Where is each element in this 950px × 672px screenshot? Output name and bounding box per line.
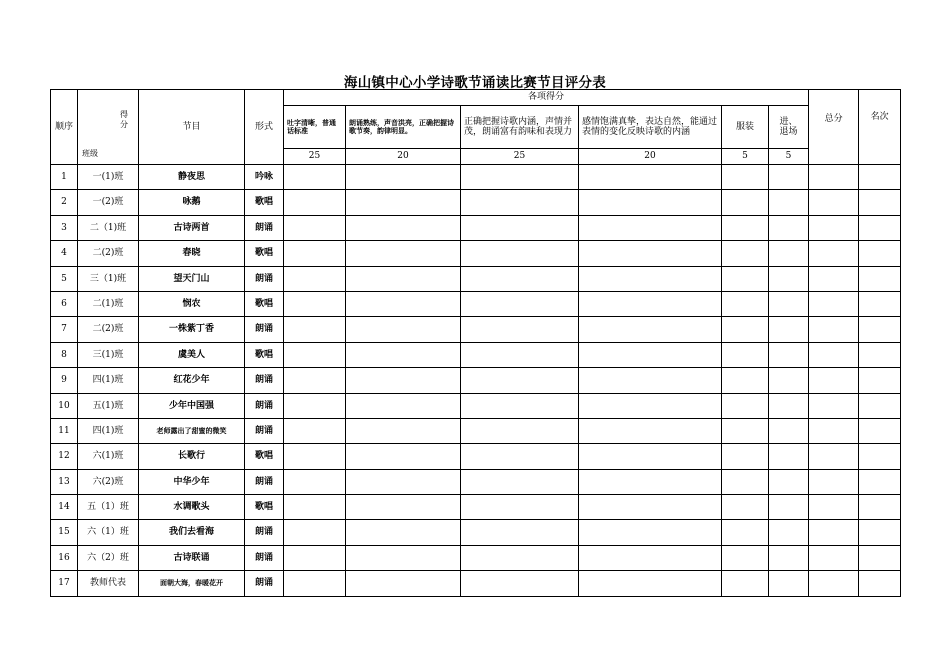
total-cell[interactable]	[809, 317, 859, 342]
score-cell-3[interactable]	[461, 393, 579, 418]
row-program: 咏鹅	[139, 190, 245, 215]
score-cell-6[interactable]	[769, 393, 809, 418]
total-cell[interactable]	[809, 393, 859, 418]
total-header: 总分	[809, 90, 859, 165]
table-row	[51, 317, 901, 342]
table-row	[51, 545, 901, 570]
row-form: 朗诵	[245, 418, 284, 443]
row-form: 歌唱	[245, 342, 284, 367]
rank-cell[interactable]	[859, 190, 901, 215]
score-cell-3[interactable]	[461, 368, 579, 393]
score-cell-5[interactable]	[722, 215, 769, 240]
score-cell-3[interactable]	[461, 241, 579, 266]
row-class: 二(2)班	[78, 241, 139, 266]
score-cell-5[interactable]	[722, 342, 769, 367]
row-number: 9	[51, 368, 78, 393]
score-cell-3[interactable]	[461, 317, 579, 342]
criterion-4: 感情饱满真挚，表达自然，能通过表情的变化反映诗歌的内涵	[579, 106, 722, 149]
rank-cell[interactable]	[859, 444, 901, 469]
row-program: 古诗两首	[139, 215, 245, 240]
row-number: 8	[51, 342, 78, 367]
score-cell-4[interactable]	[579, 241, 722, 266]
total-cell[interactable]	[809, 545, 859, 570]
score-cell-4[interactable]	[579, 469, 722, 494]
score-cell-1[interactable]	[284, 444, 346, 469]
row-number: 15	[51, 520, 78, 545]
score-cell-3[interactable]	[461, 266, 579, 291]
score-cell-1[interactable]	[284, 571, 346, 596]
row-number: 10	[51, 393, 78, 418]
row-form: 朗诵	[245, 545, 284, 570]
score-cell-2[interactable]	[346, 190, 461, 215]
table-row	[51, 368, 901, 393]
criterion-5: 服装	[722, 106, 769, 149]
criterion-2: 朗诵熟练，声音洪亮，正确把握诗歌节奏，韵律明显。	[346, 106, 461, 149]
row-number: 12	[51, 444, 78, 469]
score-cell-4[interactable]	[579, 215, 722, 240]
table-row	[51, 342, 901, 367]
score-cell-2[interactable]	[346, 545, 461, 570]
score-sheet-table	[50, 89, 901, 597]
score-cell-6[interactable]	[769, 495, 809, 520]
row-program: 悯农	[139, 291, 245, 316]
total-cell[interactable]	[809, 520, 859, 545]
rank-cell[interactable]	[859, 418, 901, 443]
score-cell-6[interactable]	[769, 520, 809, 545]
score-cell-3[interactable]	[461, 215, 579, 240]
row-form: 朗诵	[245, 520, 284, 545]
score-cell-5[interactable]	[722, 469, 769, 494]
score-cell-4[interactable]	[579, 190, 722, 215]
score-cell-6[interactable]	[769, 418, 809, 443]
row-form: 歌唱	[245, 495, 284, 520]
score-cell-2[interactable]	[346, 317, 461, 342]
row-number: 11	[51, 418, 78, 443]
total-cell[interactable]	[809, 291, 859, 316]
rank-cell[interactable]	[859, 266, 901, 291]
criteria-group-header: 各项得分	[284, 90, 809, 106]
score-cell-5[interactable]	[722, 571, 769, 596]
row-class: 六（2）班	[78, 545, 139, 570]
score-cell-2[interactable]	[346, 418, 461, 443]
row-program: 中华少年	[139, 469, 245, 494]
row-class: 五（1）班	[78, 495, 139, 520]
header-row-1	[51, 90, 901, 106]
total-cell[interactable]	[809, 495, 859, 520]
program-rows	[51, 165, 901, 597]
table-row	[51, 215, 901, 240]
score-cell-3[interactable]	[461, 444, 579, 469]
table-row	[51, 444, 901, 469]
score-cell-5[interactable]	[722, 266, 769, 291]
row-form: 朗诵	[245, 571, 284, 596]
score-cell-6[interactable]	[769, 444, 809, 469]
score-cell-2[interactable]	[346, 571, 461, 596]
score-cell-1[interactable]	[284, 165, 346, 190]
score-cell-6[interactable]	[769, 266, 809, 291]
row-form: 朗诵	[245, 368, 284, 393]
row-form: 朗诵	[245, 393, 284, 418]
row-number: 13	[51, 469, 78, 494]
score-cell-6[interactable]	[769, 368, 809, 393]
score-cell-1[interactable]	[284, 317, 346, 342]
row-form: 歌唱	[245, 190, 284, 215]
row-program: 虞美人	[139, 342, 245, 367]
score-cell-6[interactable]	[769, 291, 809, 316]
score-cell-2[interactable]	[346, 469, 461, 494]
score-cell-2[interactable]	[346, 215, 461, 240]
row-class: 五(1)班	[78, 393, 139, 418]
weight-5: 5	[722, 149, 769, 165]
score-cell-5[interactable]	[722, 165, 769, 190]
score-cell-3[interactable]	[461, 190, 579, 215]
rank-header: 名次	[859, 90, 901, 165]
score-cell-6[interactable]	[769, 545, 809, 570]
score-cell-6[interactable]	[769, 469, 809, 494]
total-cell[interactable]	[809, 469, 859, 494]
score-cell-4[interactable]	[579, 291, 722, 316]
score-cell-6[interactable]	[769, 571, 809, 596]
rank-cell[interactable]	[859, 291, 901, 316]
row-class: 三(1)班	[78, 342, 139, 367]
weight-1: 25	[284, 149, 346, 165]
score-cell-4[interactable]	[579, 520, 722, 545]
row-number: 2	[51, 190, 78, 215]
score-cell-1[interactable]	[284, 291, 346, 316]
score-cell-1[interactable]	[284, 393, 346, 418]
score-cell-1[interactable]	[284, 342, 346, 367]
row-class: 四(1)班	[78, 418, 139, 443]
score-cell-4[interactable]	[579, 342, 722, 367]
rank-cell[interactable]	[859, 165, 901, 190]
row-number: 6	[51, 291, 78, 316]
score-cell-2[interactable]	[346, 266, 461, 291]
row-number: 5	[51, 266, 78, 291]
score-cell-2[interactable]	[346, 342, 461, 367]
order-header: 顺序	[51, 90, 78, 165]
rank-cell[interactable]	[859, 368, 901, 393]
row-class: 四(1)班	[78, 368, 139, 393]
row-program: 静夜思	[139, 165, 245, 190]
total-cell[interactable]	[809, 215, 859, 240]
row-class: 三（1)班	[78, 266, 139, 291]
score-cell-6[interactable]	[769, 241, 809, 266]
score-cell-6[interactable]	[769, 317, 809, 342]
program-header: 节目	[139, 90, 245, 165]
row-number: 16	[51, 545, 78, 570]
rank-cell[interactable]	[859, 342, 901, 367]
score-cell-2[interactable]	[346, 495, 461, 520]
score-cell-1[interactable]	[284, 418, 346, 443]
row-class: 六（1）班	[78, 520, 139, 545]
score-cell-5[interactable]	[722, 368, 769, 393]
row-number: 4	[51, 241, 78, 266]
score-cell-6[interactable]	[769, 342, 809, 367]
rank-cell[interactable]	[859, 469, 901, 494]
rank-cell[interactable]	[859, 215, 901, 240]
row-class: 一(2)班	[78, 190, 139, 215]
score-cell-3[interactable]	[461, 520, 579, 545]
rank-cell[interactable]	[859, 571, 901, 596]
row-number: 1	[51, 165, 78, 190]
score-cell-1[interactable]	[284, 545, 346, 570]
page-title: 海山镇中心小学诗歌节诵读比赛节目评分表	[343, 75, 607, 91]
row-form: 歌唱	[245, 444, 284, 469]
weight-4: 20	[579, 149, 722, 165]
score-cell-4[interactable]	[579, 368, 722, 393]
score-cell-2[interactable]	[346, 291, 461, 316]
score-cell-6[interactable]	[769, 165, 809, 190]
score-cell-4[interactable]	[579, 571, 722, 596]
row-number: 3	[51, 215, 78, 240]
row-class: 二（1)班	[78, 215, 139, 240]
row-number: 7	[51, 317, 78, 342]
score-cell-3[interactable]	[461, 495, 579, 520]
total-cell[interactable]	[809, 444, 859, 469]
row-class: 教师代表	[78, 571, 139, 596]
score-cell-1[interactable]	[284, 368, 346, 393]
table-row	[51, 418, 901, 443]
table-row	[51, 291, 901, 316]
rank-cell[interactable]	[859, 545, 901, 570]
score-cell-4[interactable]	[579, 266, 722, 291]
score-cell-5[interactable]	[722, 393, 769, 418]
score-cell-4[interactable]	[579, 393, 722, 418]
rank-cell[interactable]	[859, 317, 901, 342]
row-form: 朗诵	[245, 266, 284, 291]
row-program: 古诗联诵	[139, 545, 245, 570]
score-cell-5[interactable]	[722, 495, 769, 520]
score-cell-2[interactable]	[346, 520, 461, 545]
score-cell-1[interactable]	[284, 520, 346, 545]
score-cell-4[interactable]	[579, 418, 722, 443]
row-program: 长歌行	[139, 444, 245, 469]
total-cell[interactable]	[809, 241, 859, 266]
weight-2: 20	[346, 149, 461, 165]
score-cell-4[interactable]	[579, 495, 722, 520]
score-cell-5[interactable]	[722, 317, 769, 342]
score-cell-3[interactable]	[461, 571, 579, 596]
row-class: 六(2)班	[78, 469, 139, 494]
criterion-6: 进、退场	[769, 106, 809, 149]
score-cell-5[interactable]	[722, 444, 769, 469]
score-cell-4[interactable]	[579, 444, 722, 469]
rank-cell[interactable]	[859, 241, 901, 266]
score-cell-3[interactable]	[461, 342, 579, 367]
score-cell-1[interactable]	[284, 241, 346, 266]
score-cell-3[interactable]	[461, 469, 579, 494]
row-program: 我们去看海	[139, 520, 245, 545]
score-cell-6[interactable]	[769, 190, 809, 215]
score-cell-2[interactable]	[346, 241, 461, 266]
total-cell[interactable]	[809, 368, 859, 393]
score-cell-2[interactable]	[346, 165, 461, 190]
row-form: 朗诵	[245, 317, 284, 342]
score-cell-1[interactable]	[284, 266, 346, 291]
score-cell-5[interactable]	[722, 520, 769, 545]
row-number: 17	[51, 571, 78, 596]
row-program: 老师露出了甜蜜的微笑	[139, 418, 245, 443]
row-program: 一株紫丁香	[139, 317, 245, 342]
weight-6: 5	[769, 149, 809, 165]
score-cell-3[interactable]	[461, 418, 579, 443]
form-header: 形式	[245, 90, 284, 165]
score-cell-2[interactable]	[346, 393, 461, 418]
row-program: 红花少年	[139, 368, 245, 393]
table-row	[51, 520, 901, 545]
score-cell-3[interactable]	[461, 545, 579, 570]
total-cell[interactable]	[809, 266, 859, 291]
score-cell-2[interactable]	[346, 368, 461, 393]
score-cell-6[interactable]	[769, 215, 809, 240]
row-program: 少年中国强	[139, 393, 245, 418]
total-cell[interactable]	[809, 190, 859, 215]
row-form: 歌唱	[245, 241, 284, 266]
score-cell-1[interactable]	[284, 190, 346, 215]
row-program: 春晓	[139, 241, 245, 266]
criterion-3: 正确把握诗歌内涵，声情并茂，朗诵富有韵味和表现力	[461, 106, 579, 149]
score-cell-5[interactable]	[722, 241, 769, 266]
score-cell-5[interactable]	[722, 545, 769, 570]
score-cell-5[interactable]	[722, 291, 769, 316]
score-cell-1[interactable]	[284, 495, 346, 520]
row-form: 吟咏	[245, 165, 284, 190]
table-row	[51, 571, 901, 596]
row-class: 二(1)班	[78, 291, 139, 316]
row-class: 二(2)班	[78, 317, 139, 342]
score-cell-4[interactable]	[579, 545, 722, 570]
total-cell[interactable]	[809, 165, 859, 190]
class-label: 班级	[82, 148, 98, 158]
table-row	[51, 393, 901, 418]
score-label: 得 分	[120, 110, 128, 129]
row-program: 望天门山	[139, 266, 245, 291]
row-class: 六(1)班	[78, 444, 139, 469]
table-row	[51, 266, 901, 291]
table-row	[51, 241, 901, 266]
score-cell-4[interactable]	[579, 165, 722, 190]
total-cell[interactable]	[809, 418, 859, 443]
criterion-1: 吐字清晰，普通话标准	[284, 106, 346, 149]
score-cell-3[interactable]	[461, 291, 579, 316]
weight-3: 25	[461, 149, 579, 165]
score-cell-3[interactable]	[461, 165, 579, 190]
rank-cell[interactable]	[859, 520, 901, 545]
row-form: 朗诵	[245, 469, 284, 494]
row-program: 水调歌头	[139, 495, 245, 520]
rank-cell[interactable]	[859, 393, 901, 418]
score-cell-5[interactable]	[722, 418, 769, 443]
row-number: 14	[51, 495, 78, 520]
score-cell-4[interactable]	[579, 317, 722, 342]
score-cell-1[interactable]	[284, 469, 346, 494]
row-program: 面朝大海，春暖花开	[139, 571, 245, 596]
row-form: 朗诵	[245, 215, 284, 240]
total-cell[interactable]	[809, 571, 859, 596]
table-row	[51, 469, 901, 494]
row-class: 一(1)班	[78, 165, 139, 190]
total-cell[interactable]	[809, 342, 859, 367]
row-form: 歌唱	[245, 291, 284, 316]
table-row	[51, 495, 901, 520]
table-row	[51, 165, 901, 190]
rank-cell[interactable]	[859, 495, 901, 520]
table-row	[51, 190, 901, 215]
score-cell-5[interactable]	[722, 190, 769, 215]
score-cell-1[interactable]	[284, 215, 346, 240]
score-cell-2[interactable]	[346, 444, 461, 469]
score-class-header	[78, 90, 139, 165]
